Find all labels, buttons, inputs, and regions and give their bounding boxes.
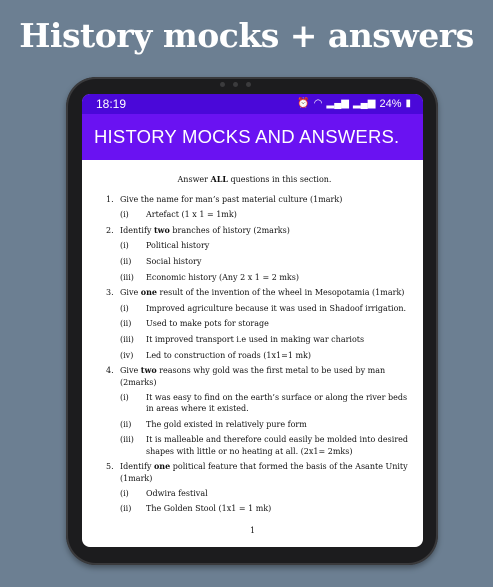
answer-item [106, 419, 417, 430]
answer-text: Used to make pots for storage [146, 319, 269, 329]
question-number: 1. [106, 195, 114, 205]
answer-text: It is malleable and therefore could easily be molded into desired shapes with little or no heating at all. (2x1= 2mks) [146, 435, 409, 456]
answer-number: (ii) [120, 257, 132, 267]
tablet-frame [66, 77, 438, 565]
answer-number: (iii) [120, 335, 134, 345]
answer-item [106, 334, 417, 345]
answer-item [106, 488, 417, 499]
question [106, 461, 417, 483]
question-number: 4. [106, 366, 114, 376]
battery-level: 24% [379, 98, 402, 110]
app-bar [82, 114, 423, 160]
answer-number: (i) [120, 303, 129, 313]
question-text: Give one result of the invention of the wheel in Mesopotamia (1mark) [120, 287, 405, 298]
answer-item [106, 303, 417, 314]
answer-text: Odwira festival [146, 488, 208, 498]
answer-item [106, 392, 417, 414]
answer-item [106, 272, 417, 283]
answer-text: The Golden Stool (1x1 = 1 mk) [146, 504, 272, 514]
question-text: Give two reasons why gold was the first metal to be used by man (2marks) [120, 365, 386, 387]
answer-text: Artefact (1 x 1 = 1mk) [146, 210, 237, 220]
answer-number: (iv) [120, 350, 134, 360]
answer-number: (ii) [120, 419, 132, 429]
question-text: Identify two branches of history (2marks) [120, 225, 290, 236]
camera-dots [220, 82, 251, 87]
answer-number: (i) [120, 488, 129, 498]
instructions: Answer ALL questions in this section. [177, 174, 332, 184]
question-number: 2. [106, 226, 114, 236]
answer-number: (i) [120, 392, 129, 402]
banner-title: History mocks + answers [19, 16, 474, 55]
question-text: Identify one political feature that formed the basis of the Asante Unity (1mark) [120, 461, 408, 483]
document-page[interactable] [82, 160, 423, 547]
status-time: 18:19 [96, 97, 127, 111]
question [106, 365, 417, 387]
app-title: HISTORY MOCKS AND ANSWERS. [94, 126, 400, 147]
page-number: 1 [249, 525, 256, 535]
question-number: 5. [106, 462, 114, 472]
question-list [106, 194, 417, 514]
question-text: Give the name for man’s past material culture (1mark) [120, 195, 343, 205]
answer-number: (i) [120, 210, 129, 220]
question [106, 225, 417, 236]
answer-item [106, 256, 417, 267]
answer-item [106, 503, 417, 514]
screen [82, 94, 423, 547]
answer-number: (ii) [120, 504, 132, 514]
question-number: 3. [106, 288, 114, 298]
alarm-icon: ⏰ [297, 98, 310, 109]
signal-icon: ▂▄▆ [326, 98, 349, 109]
answer-text: Led to construction of roads (1x1=1 mk) [146, 350, 311, 360]
answer-text: Social history [146, 257, 202, 267]
answer-item [106, 209, 417, 220]
answer-number: (i) [120, 241, 129, 251]
answer-text: The gold existed in relatively pure form [146, 419, 307, 429]
battery-icon: ▮ [405, 98, 411, 109]
answer-item [106, 318, 417, 329]
answer-number: (iii) [120, 435, 134, 445]
answer-text: It was easy to find on the earth’s surface or along the river beds in areas where it existed. [146, 392, 408, 414]
answer-text: Political history [146, 241, 210, 251]
answer-item [106, 240, 417, 251]
answer-number: (ii) [120, 319, 132, 329]
answer-item [106, 350, 417, 361]
status-icons [297, 98, 411, 110]
answer-text: Economic history (Any 2 x 1 = 2 mks) [146, 272, 299, 282]
question [106, 287, 417, 298]
status-bar [82, 94, 423, 114]
answer-number: (iii) [120, 272, 134, 282]
signal-icon-2: ▂▄▆ [352, 98, 376, 109]
wifi-icon: ◠ [313, 98, 323, 109]
answer-item [106, 434, 417, 456]
answer-text: It improved transport i.e used in making war chariots [146, 335, 365, 345]
answer-text: Improved agriculture because it was used in Shadoof irrigation. [146, 303, 407, 313]
question [106, 194, 417, 205]
